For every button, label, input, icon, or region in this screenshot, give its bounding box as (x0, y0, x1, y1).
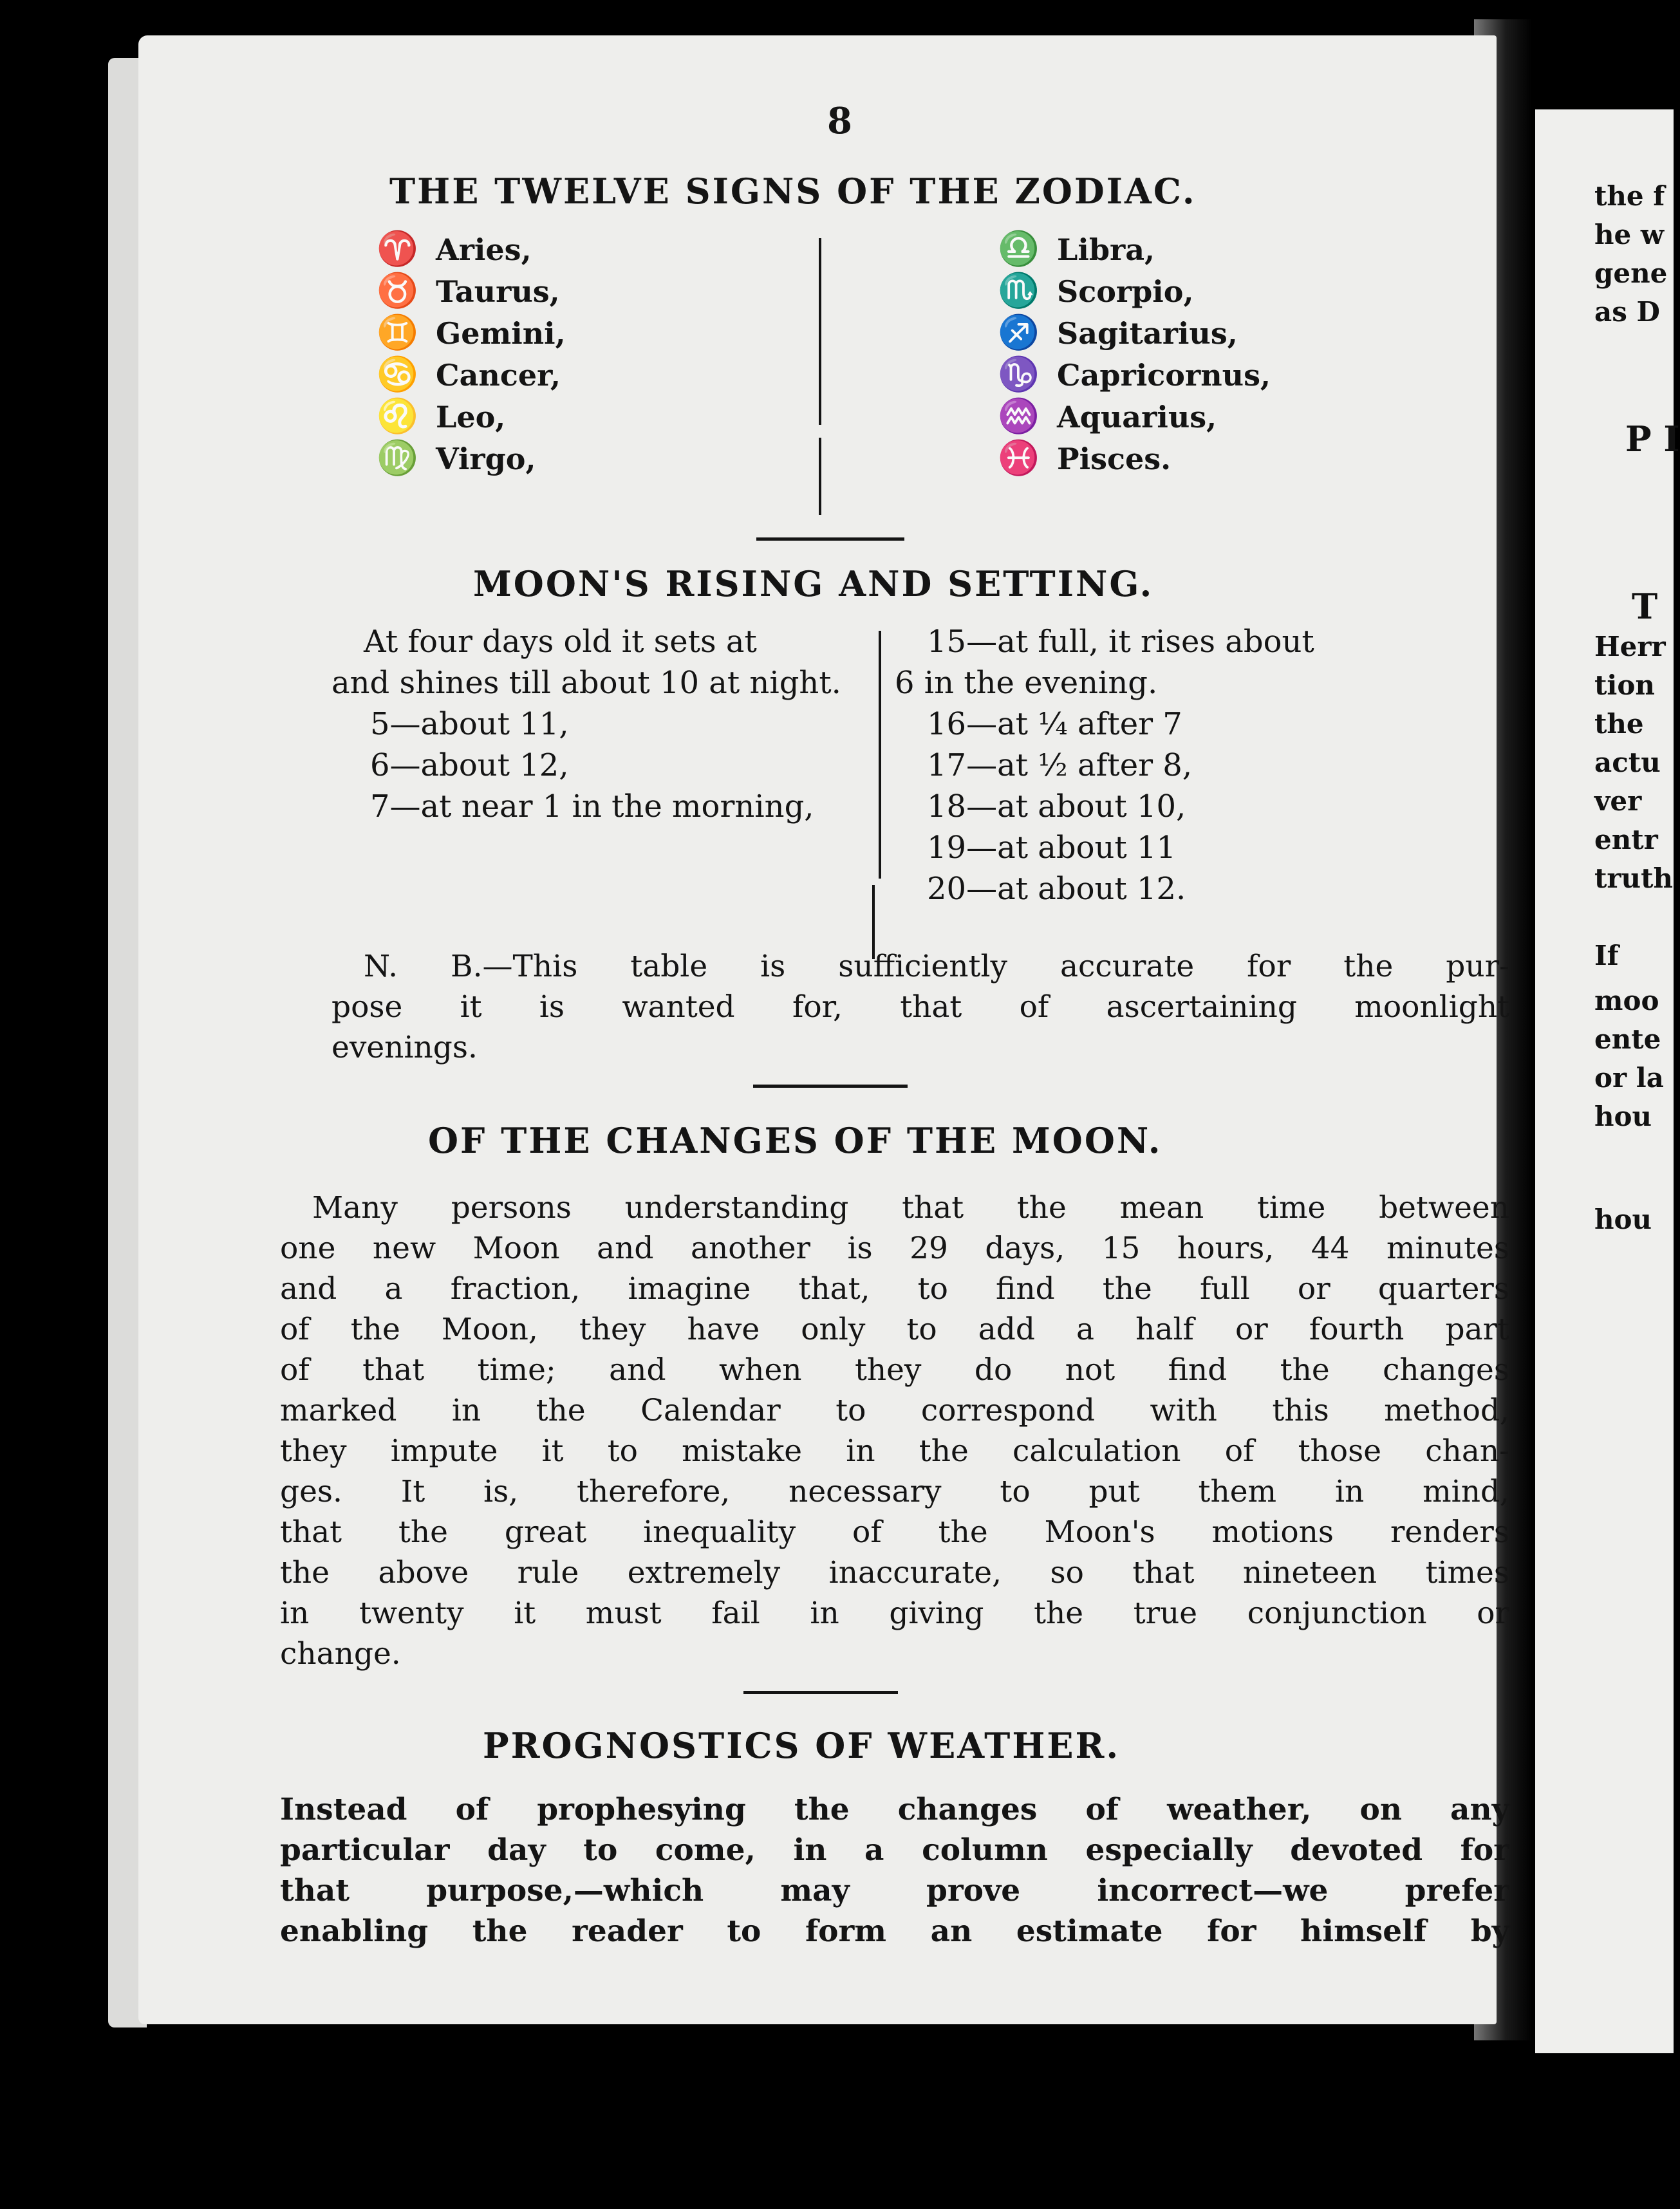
paragraph-line: one new Moon and another is 29 days, 15 hours, 44 minutes (280, 1231, 1509, 1266)
facing-page-line: hou (1594, 1204, 1652, 1235)
facing-page-line: moo (1594, 985, 1659, 1016)
moon-rising-right (895, 621, 1314, 909)
zodiac-sign-left (377, 396, 566, 438)
zodiac-glyph-icon: ♓ (998, 438, 1040, 478)
moon-line: At four days old it sets at (364, 624, 757, 660)
facing-page-line: ente (1594, 1023, 1661, 1055)
zodiac-sign-name: Pisces. (1057, 442, 1171, 476)
zodiac-glyph-icon: ♍ (377, 438, 418, 478)
weather-title: PROGNOSTICS OF WEATHER. (483, 1725, 1121, 1766)
zodiac-sign-name: Cancer, (436, 358, 561, 393)
moon-line: 15—at full, it rises about (927, 624, 1314, 660)
zodiac-sign-name: Scorpio, (1057, 274, 1194, 309)
weather-paragraph (280, 1789, 1509, 1952)
zodiac-left-column (377, 228, 566, 480)
paragraph-line: enabling the reader to form an estimate for himself by (280, 1914, 1509, 1949)
column-divider (819, 438, 821, 515)
facing-page-line: the f (1594, 180, 1665, 212)
facing-page-line: actu (1594, 747, 1661, 778)
zodiac-sign-right (998, 228, 1271, 270)
facing-page-line: ver (1594, 785, 1642, 817)
zodiac-sign-name: Aquarius, (1057, 400, 1217, 434)
zodiac-sign-right (998, 312, 1271, 354)
zodiac-sign-name: Virgo, (436, 442, 536, 476)
facing-page-line: as D (1594, 296, 1660, 328)
facing-page-line: or la (1594, 1062, 1664, 1094)
moon-line: 7—at near 1 in the morning, (370, 788, 814, 825)
moon-line: 6 in the evening. (895, 665, 1158, 701)
paragraph-line: in twenty it must fail in giving the true conjunction or (280, 1596, 1509, 1631)
zodiac-glyph-icon: ♏ (998, 271, 1040, 310)
zodiac-sign-left (377, 228, 566, 270)
changes-paragraph (280, 1188, 1509, 1674)
zodiac-glyph-icon: ♉ (377, 271, 418, 310)
moon-line: 6—about 12, (370, 747, 569, 783)
zodiac-sign-right (998, 354, 1271, 396)
paragraph-line: and a fraction, imagine that, to find the full or quarters (280, 1271, 1509, 1307)
zodiac-glyph-icon: ♐ (998, 313, 1040, 352)
moon-line: 16—at ¼ after 7 (927, 706, 1182, 742)
moon-line: 19—at about 11 (927, 830, 1177, 866)
zodiac-sign-right (998, 438, 1271, 480)
facing-page-line: truth (1594, 862, 1674, 894)
table-note (331, 946, 1509, 1068)
zodiac-glyph-icon: ♌ (377, 396, 418, 436)
zodiac-sign-name: Gemini, (436, 316, 566, 351)
section-rule (743, 1691, 898, 1694)
paragraph-line: Many persons understanding that the mean time between (312, 1190, 1509, 1226)
zodiac-sign-left (377, 312, 566, 354)
paragraph-line: Instead of prophesying the changes of weather, on any (280, 1792, 1509, 1827)
zodiac-title: THE TWELVE SIGNS OF THE ZODIAC. (389, 171, 1197, 212)
paragraph-line: of that time; and when they do not find the changes (280, 1352, 1509, 1388)
paragraph-line: marked in the Calendar to correspond with this method, (280, 1393, 1509, 1428)
zodiac-sign-left (377, 354, 566, 396)
moon-rising-title: MOON'S RISING AND SETTING. (473, 563, 1154, 604)
moon-line: and shines till about 10 at night. (331, 665, 841, 701)
section-rule (753, 1085, 908, 1088)
facing-page-line: T (1632, 586, 1658, 627)
zodiac-glyph-icon: ♎ (998, 229, 1040, 268)
zodiac-sign-left (377, 270, 566, 312)
moon-line: 17—at ½ after 8, (927, 747, 1193, 783)
zodiac-sign-right (998, 396, 1271, 438)
zodiac-sign-name: Leo, (436, 400, 506, 434)
note-line: N. B.—This table is sufficiently accurate for the pur- (364, 949, 1509, 984)
column-divider (879, 631, 881, 879)
facing-page-line: he w (1594, 219, 1665, 250)
zodiac-sign-name: Libra, (1057, 232, 1155, 267)
facing-page-line: Herr (1594, 631, 1666, 662)
zodiac-right-column (998, 228, 1271, 480)
note-line: pose it is wanted for, that of ascertaining moonlight (331, 989, 1509, 1025)
zodiac-sign-left (377, 438, 566, 480)
zodiac-sign-name: Aries, (436, 232, 532, 267)
zodiac-glyph-icon: ♒ (998, 396, 1040, 436)
section-rule (756, 537, 904, 541)
paragraph-line: that the great inequality of the Moon's motions renders (280, 1515, 1509, 1550)
zodiac-glyph-icon: ♊ (377, 313, 418, 352)
moon-line: 20—at about 12. (927, 871, 1186, 907)
facing-page-line: entr (1594, 824, 1658, 855)
zodiac-sign-name: Capricornus, (1057, 358, 1271, 393)
facing-page-line: hou (1594, 1101, 1652, 1132)
paragraph-line: the above rule extremely inaccurate, so that nineteen times (280, 1555, 1509, 1590)
almanac-page (138, 35, 1509, 2024)
facing-page-line: P I (1625, 418, 1680, 460)
facing-page-line: gene (1594, 257, 1668, 289)
facing-page-line: the (1594, 708, 1644, 740)
paragraph-line: they impute it to mistake in the calculation of those chan- (280, 1433, 1509, 1469)
paragraph-line: of the Moon, they have only to add a half or fourth part (280, 1312, 1509, 1347)
paragraph-line: that purpose,—which may prove incorrect—we prefer (280, 1873, 1509, 1908)
note-line: evenings. (331, 1030, 478, 1065)
moon-line: 5—about 11, (370, 706, 569, 742)
zodiac-sign-name: Sagitarius, (1057, 316, 1238, 351)
zodiac-sign-name: Taurus, (436, 274, 560, 309)
zodiac-glyph-icon: ♋ (377, 355, 418, 394)
changes-title: OF THE CHANGES OF THE MOON. (428, 1120, 1162, 1161)
facing-page (1535, 109, 1680, 2053)
moon-rising-left (331, 621, 841, 827)
moon-line: 18—at about 10, (927, 788, 1186, 825)
page-number: 8 (827, 100, 852, 142)
paragraph-line: change. (280, 1636, 401, 1672)
facing-page-line: tion (1594, 669, 1655, 701)
zodiac-glyph-icon: ♈ (377, 229, 418, 268)
facing-page-line: If (1594, 940, 1619, 971)
zodiac-sign-right (998, 270, 1271, 312)
paragraph-line: ges. It is, therefore, necessary to put them in mind, (280, 1474, 1509, 1509)
zodiac-glyph-icon: ♑ (998, 355, 1040, 394)
column-divider (819, 238, 821, 425)
paragraph-line: particular day to come, in a column especially devoted for (280, 1832, 1509, 1868)
